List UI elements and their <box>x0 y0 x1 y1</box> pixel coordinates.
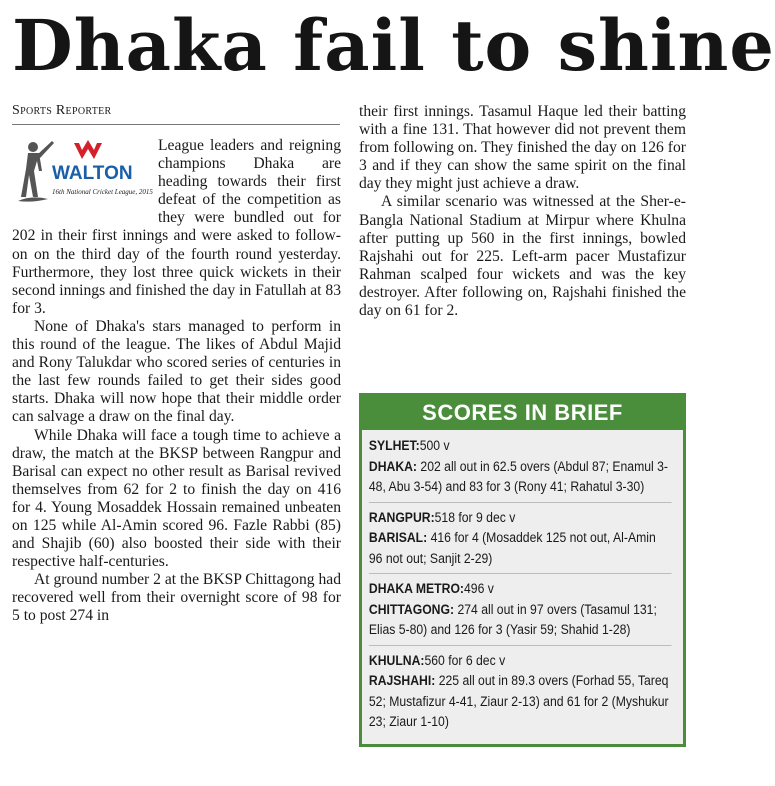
svg-text:WALTON: WALTON <box>52 163 133 184</box>
score-entry <box>369 436 672 457</box>
byline-rule <box>12 124 340 125</box>
scores-in-brief-box <box>359 393 686 747</box>
score-entry <box>369 651 672 672</box>
article-column-2 <box>359 103 686 320</box>
team-score: 225 all out in 89.3 overs (Forhad 55, Tareq 52; Mustafizur 4-41, Ziaur 2-13) and 61 for 2 (Myshukur 23; Ziaur 1-10) <box>368 673 669 730</box>
article-paragraph: A similar scenario was witnessed at the Sher-e-Bangla National Stadium at Mirpur where Khulna after putting up 560 in the first innings, bowled Rajshahi out for 225. Left-arm pacer Mustafizur Rahman scalped four wickets and was the key destroyer. After following on, Rajshahi finished the day on 61 for 2. <box>359 193 686 320</box>
team-name: BARISAL: <box>368 530 428 546</box>
article-paragraph: None of Dhaka's stars managed to perform in this round of the league. The likes of Abdul Majid and Rony Talukdar who scored series of centuries in the last few rounds failed to get their sides good starts. Dhaka will now hope that their middle order can salvage a draw on the final day. <box>12 317 341 426</box>
article-column-1 <box>12 137 341 626</box>
svg-text:16th National Cricket League,: 16th National Cricket League, 2015 <box>52 188 153 196</box>
team-score: 202 all out in 62.5 overs (Abdul 87; Enamul 3-48, Abu 3-54) and 83 for 3 (Rony 41; Rahatul 3-30) <box>368 458 668 495</box>
scores-list <box>362 430 678 733</box>
score-entry <box>369 528 672 569</box>
divider <box>369 502 672 503</box>
article-paragraph: League leaders and reigning champions Dhaka are heading towards their first defeat of the competition as they were bundled out for 202 in their first innings and were asked to follow-on on the third day of the fourth round yesterday. Furthermore, they lost three quick wickets in their second innings and finished the day in Fatullah at 83 for 3. <box>12 137 341 317</box>
article-paragraph: At ground number 2 at the BKSP Chittagong had recovered well from their overnight score of 98 for 5 to post 274 in <box>12 571 341 625</box>
score-entry <box>369 508 672 529</box>
score-entry <box>369 600 672 641</box>
cricketer-logo-icon <box>12 137 153 209</box>
team-name: RAJSHAHI: <box>368 673 436 689</box>
headline: Dhaka fail to shine <box>12 4 775 87</box>
score-entry <box>369 579 672 600</box>
team-score: 560 for 6 dec v <box>424 652 506 669</box>
score-entry <box>369 457 672 498</box>
divider <box>369 645 672 646</box>
scores-in-brief-title: SCORES IN BRIEF <box>362 396 683 430</box>
team-name: CHITTAGONG: <box>368 601 455 618</box>
team-name: RANGPUR: <box>368 509 435 526</box>
team-name: SYLHET: <box>368 438 420 454</box>
walton-ncl-logo <box>12 137 153 209</box>
article-paragraph: While Dhaka will face a tough time to achieve a draw, the match at the BKSP between Rangpur and Barisal can expect no other result as Barisal revived themselves from 62 for 2 to finish the day on 416 for 4. Young Mosaddek Hossain remained unbeaten on 125 while Al-Amin scored 96. Fazle Rabbi (85) and Shajib (60) also boosted their side with their respective half-centuries. <box>12 426 341 571</box>
divider <box>369 573 672 574</box>
team-score: 500 v <box>419 438 450 454</box>
team-score: 518 for 9 dec v <box>434 509 516 526</box>
team-score: 416 for 4 (Mosaddek 125 not out, Al-Amin 96 not out; Sanjit 2-29) <box>368 530 656 567</box>
article-paragraph: their first innings. Tasamul Haque led their batting with a fine 131. That however did not prevent them from following on. They finished the day on 126 for 3 and if they can show the same spirit on the final day they might just achieve a draw. <box>359 103 686 193</box>
byline: Sports Reporter <box>12 103 112 118</box>
team-name: KHULNA: <box>368 652 425 669</box>
team-name: DHAKA: <box>368 458 418 475</box>
team-score: 496 v <box>464 581 494 597</box>
team-name: DHAKA METRO: <box>368 581 465 597</box>
team-score: 274 all out in 97 overs (Tasamul 131; Elias 5-80) and 126 for 3 (Yasir 59; Shahid 1-28) <box>368 601 657 638</box>
score-entry <box>369 671 672 733</box>
